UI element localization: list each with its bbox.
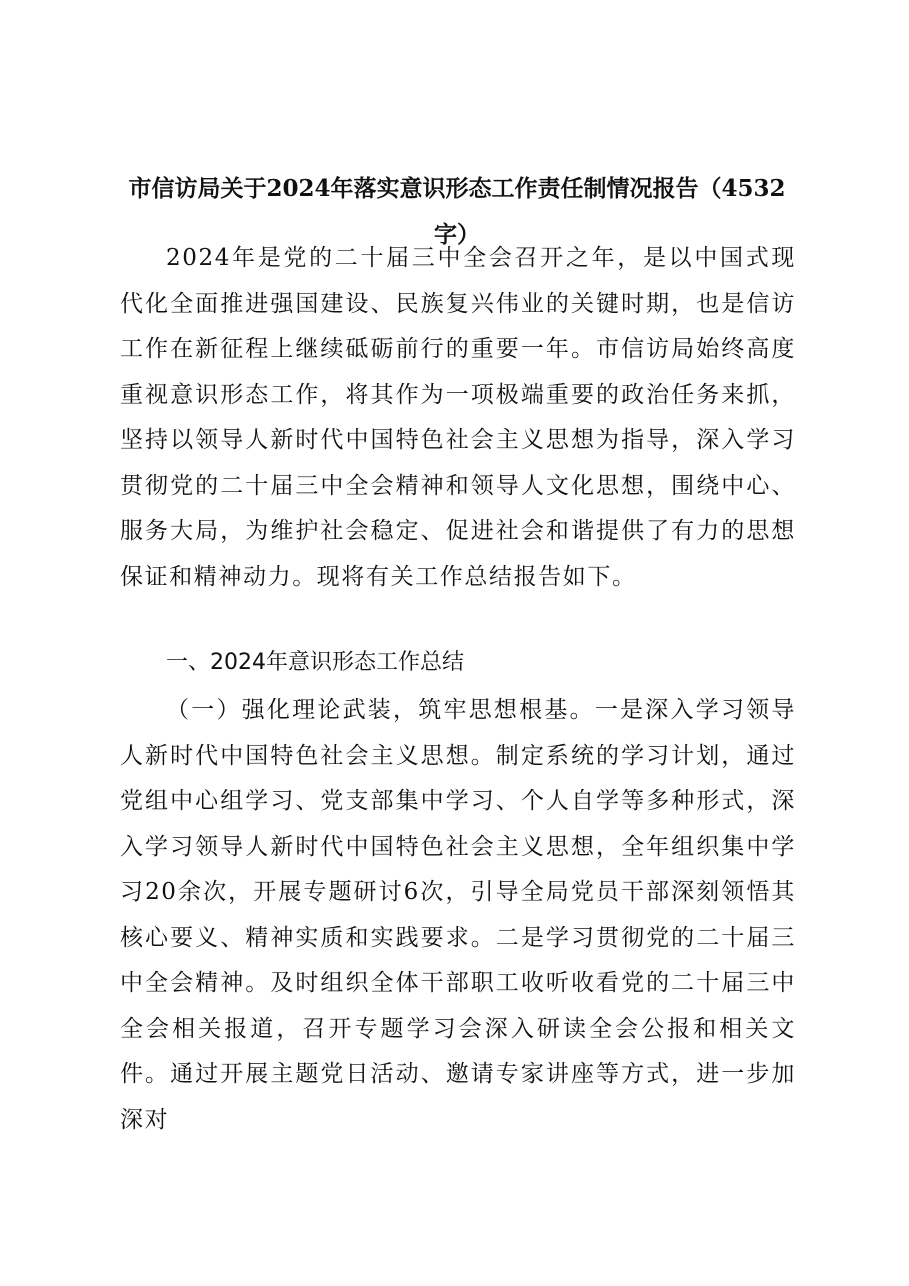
section-heading: 一、2024年意识形态工作总结 bbox=[166, 650, 464, 675]
section-paragraph: （一）强化理论武装，筑牢思想根基。一是深入学习领导人新时代中国特色社会主义思想。制定系统的学习计划，通过党组中心组学习、党支部集中学习、个人自学等多种形式，深入学习领导人新时代中国特色社会主义思想，全年组织集中学习20余次，开展专题研讨6次，引导全局党员干部深刻领悟其核心要义、精神实质和实践要求。二是学习贯彻党的二十届三中全会精神。及时组织全体干部职工收听收看党的二十届三中全会相关报道，召开专题学习会深入研读全会公报和相关文件。通过开展主题党日活动、邀请专家讲座等方式，进一步加深对 bbox=[120, 697, 796, 1133]
intro-paragraph: 2024年是党的二十届三中全会召开之年，是以中国式现代化全面推进强国建设、民族复兴伟业的关键时期，也是信访工作在新征程上继续砥砺前行的重要一年。市信访局始终高度重视意识形态工作，将其作为一项极端重要的政治任务来抓，坚持以领导人新时代中国特色社会主义思想为指导，深入学习贯彻党的二十届三中全会精神和领导人文化思想，围绕中心、服务大局，为维护社会稳定、促进社会和谐提供了有力的思想保证和精神动力。现将有关工作总结报告如下。 bbox=[120, 245, 796, 590]
document-title: 市信访局关于2024年落实意识形态工作责任制情况报告（4532字） bbox=[128, 175, 786, 248]
